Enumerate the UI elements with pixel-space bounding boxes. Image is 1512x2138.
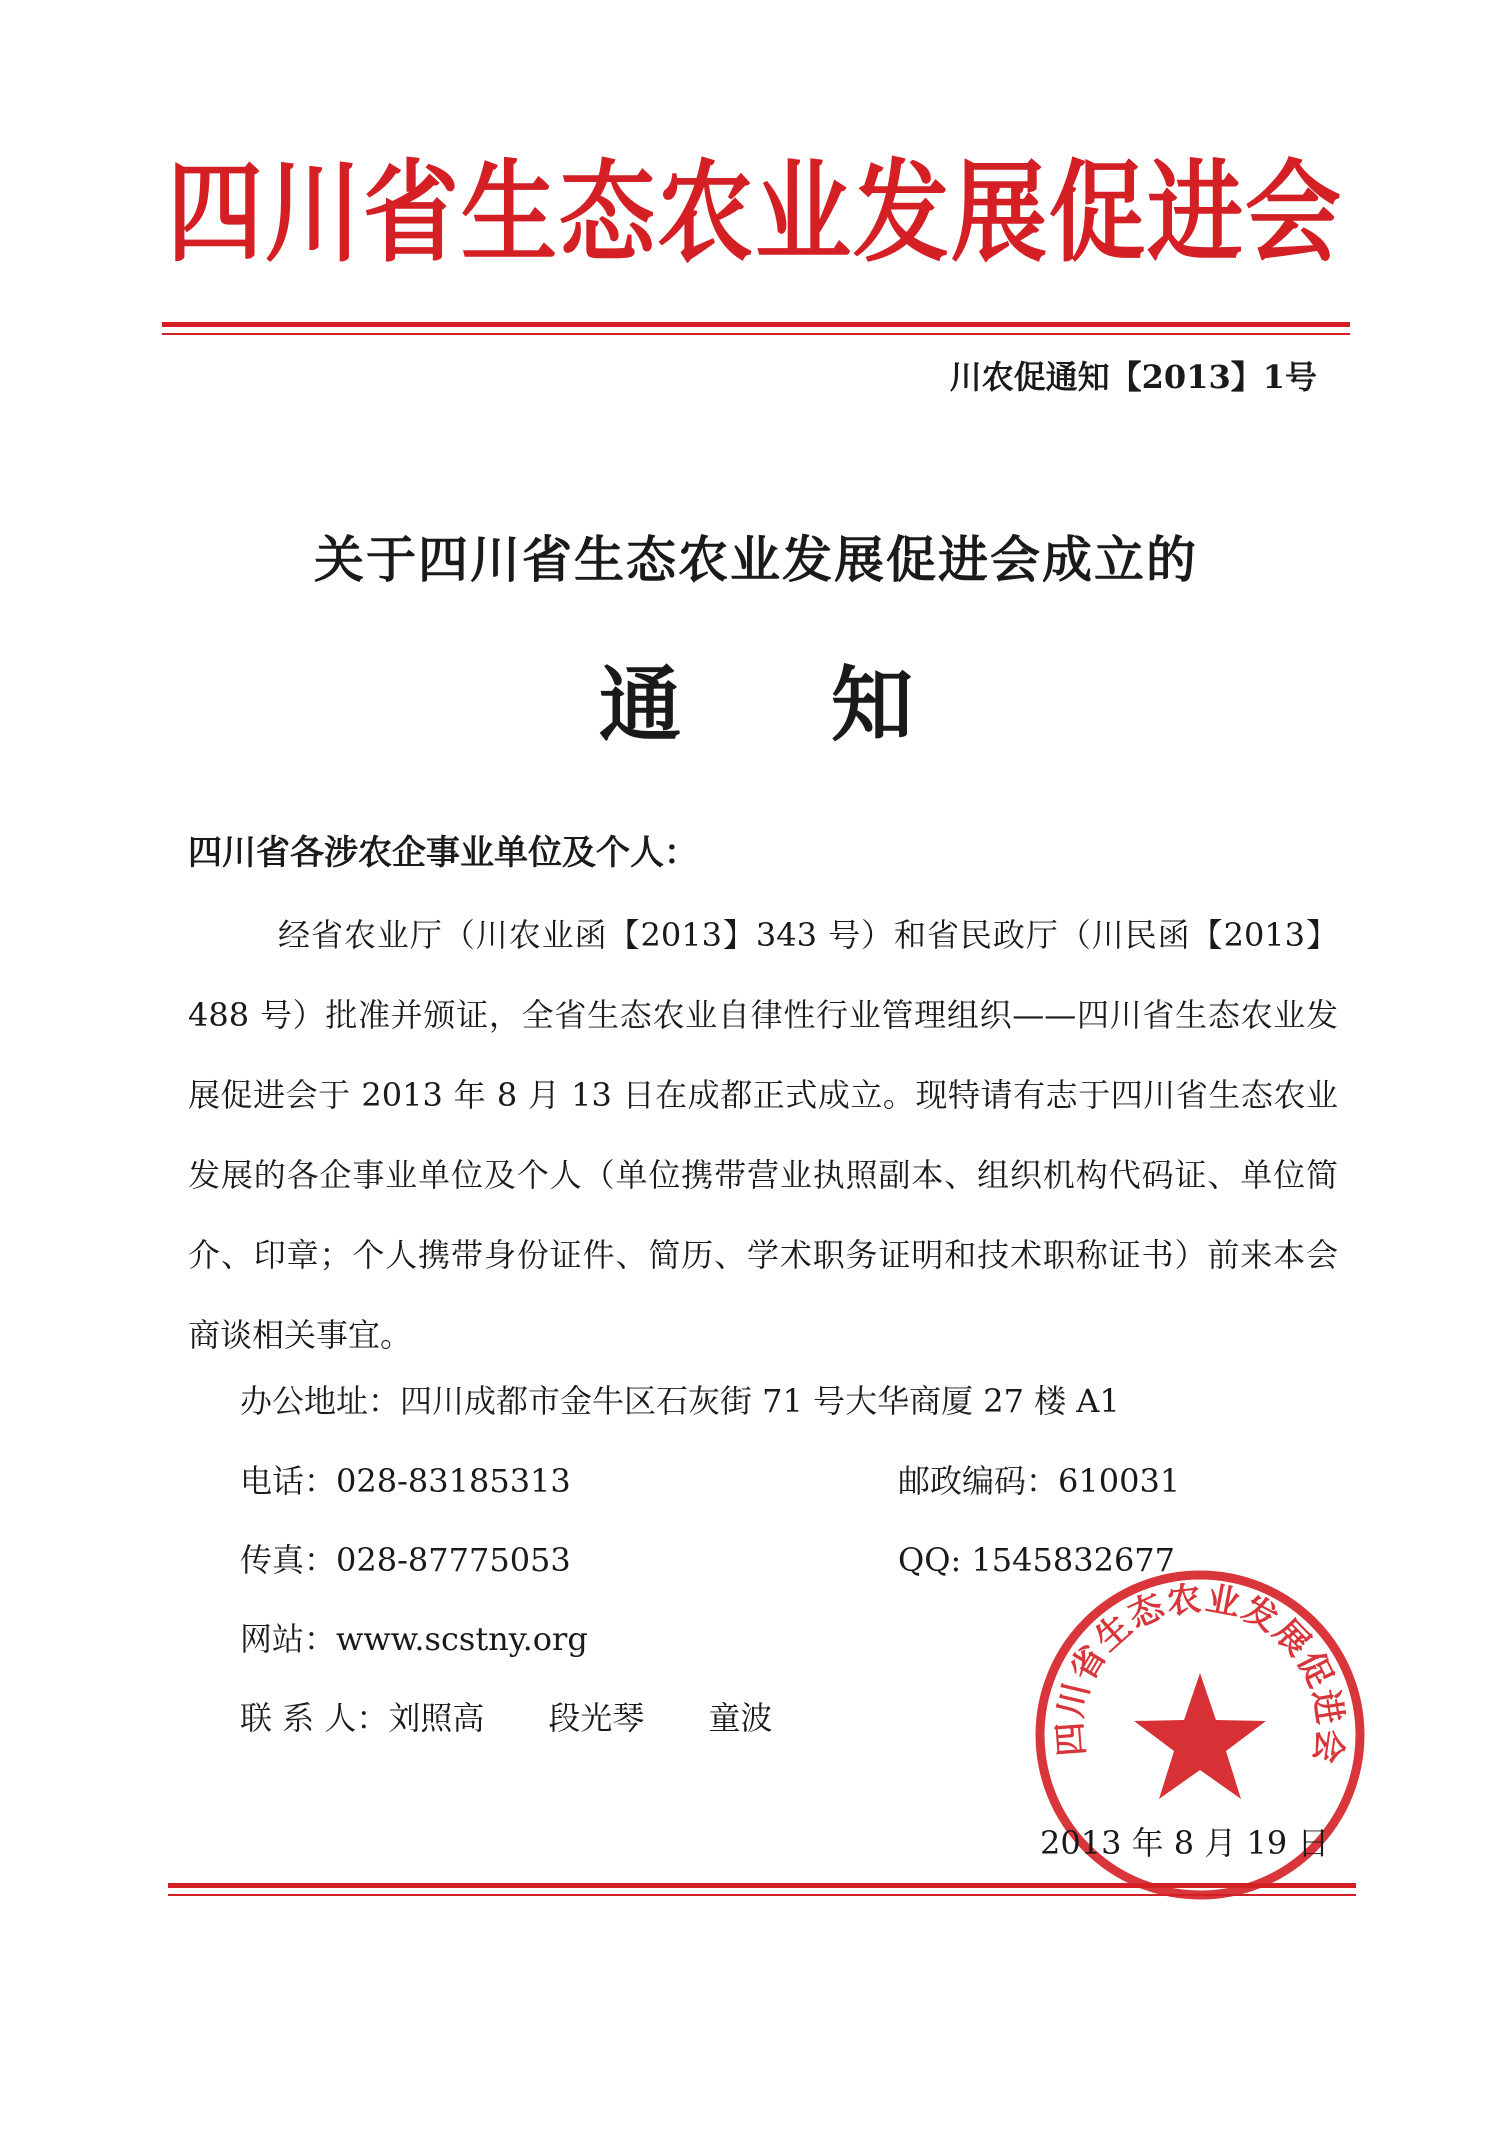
header-rule-thick [162, 322, 1350, 327]
qq-number: QQ: 1545832677 [898, 1541, 1176, 1579]
document-number: 川农促通知【2013】1号 [949, 358, 1317, 396]
contact-persons: 联 系 人：刘照高 段光琴 童波 [240, 1699, 773, 1737]
header-rule-thin [162, 333, 1350, 335]
fax-number: 传真：028-87775053 [240, 1541, 571, 1579]
website: 网站：www.scstny.org [240, 1620, 588, 1658]
postal-code: 邮政编码：610031 [898, 1462, 1181, 1500]
phone-number: 电话：028-83185313 [240, 1462, 571, 1500]
notice-body: 经省农业厅（川农业函【2013】343 号）和省民政厅（川民函【2013】488 号）批准并颁证，全省生态农业自律性行业管理组织——四川省生态农业发展促进会于 2013 年 8 月 13 日在成都正式成立。现特请有志于四川省生态农业发展的各企事业单位及个人（单位携带营业执照副本、组织机构代码证、单位简介、印章；个人携带身份证件、简历、学术职务证明和技术职称证书）前来本会商谈相关事宜。 [188, 916, 1338, 1354]
notice-heading: 关于四川省生态农业发展促进会成立的 [314, 531, 1198, 589]
office-address: 办公地址：四川成都市金牛区石灰街 71 号大华商厦 27 楼 A1 [240, 1382, 1120, 1420]
notice-title: 通知 [598, 658, 1063, 753]
footer-rule-thick [168, 1883, 1356, 1888]
salutation: 四川省各涉农企事业单位及个人： [188, 833, 698, 873]
seal-text: 四川省生态农业发展促进会 [1050, 1578, 1351, 1768]
org-letterhead-title: 四川省生态农业发展促进会 [167, 148, 1343, 278]
issue-date: 2013 年 8 月 19 日 [1040, 1824, 1330, 1862]
footer-rule-thin [168, 1894, 1356, 1896]
